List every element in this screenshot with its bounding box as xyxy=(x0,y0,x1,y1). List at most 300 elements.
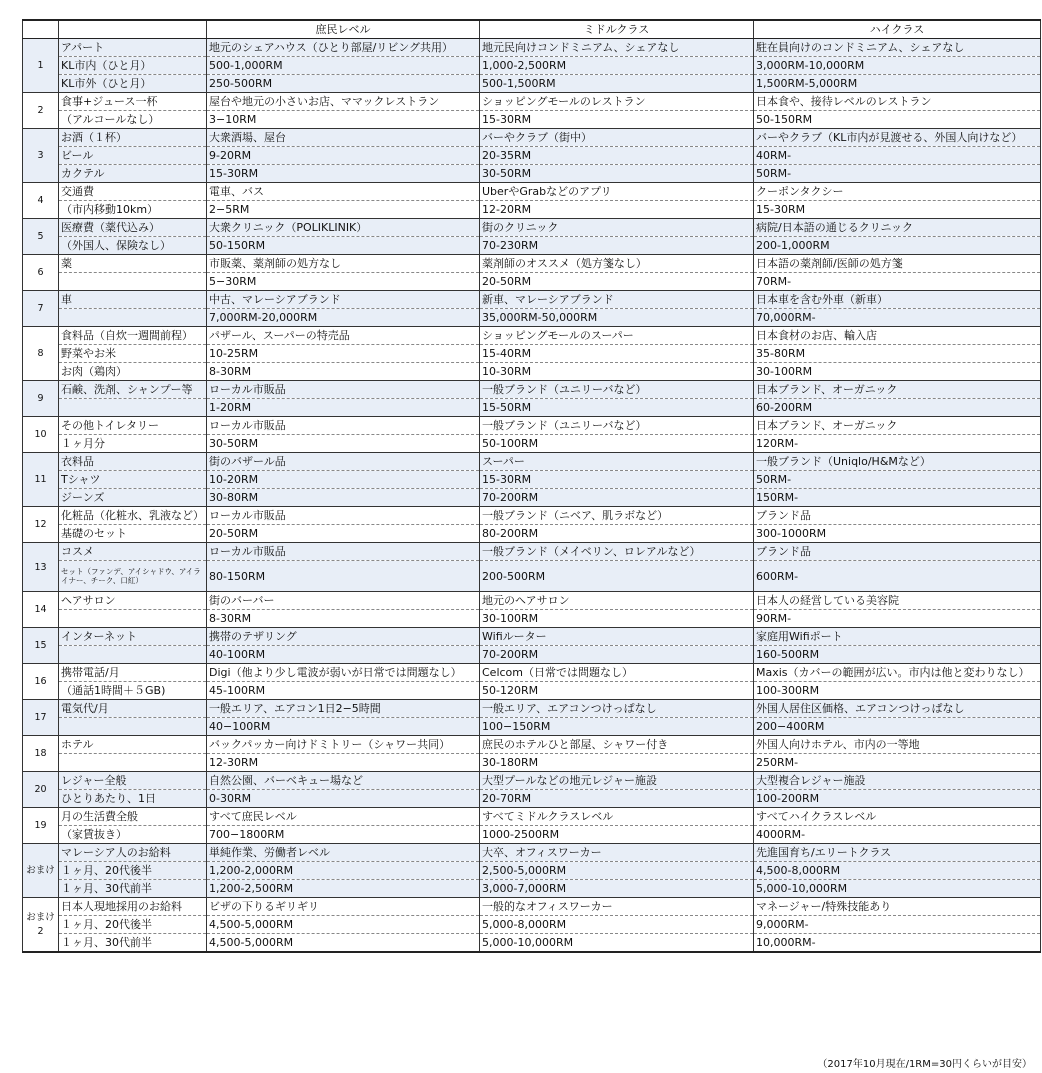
item-label: お肉（鶏肉） xyxy=(59,363,207,381)
table-row xyxy=(23,309,1041,327)
row-number: 10 xyxy=(23,417,59,453)
middle-cell: 80-200RM xyxy=(480,525,754,543)
item-label: 食事+ジュース一杯 xyxy=(59,93,207,111)
item-label: セット（ファンデ、アイシャドウ、アイライナー、チーク、口紅） xyxy=(59,561,207,592)
table-row xyxy=(23,381,1041,399)
high-cell: 駐在員向けのコンドミニアム、シェアなし xyxy=(754,39,1041,57)
row-number: 13 xyxy=(23,543,59,592)
high-cell: 外国人向けホテル、市内の一等地 xyxy=(754,736,1041,754)
row-number: 6 xyxy=(23,255,59,291)
table-row xyxy=(23,664,1041,682)
middle-cell: 200-500RM xyxy=(480,561,754,592)
middle-cell: 50-120RM xyxy=(480,682,754,700)
item-label: １ヶ月、30代前半 xyxy=(59,934,207,953)
group-17 xyxy=(23,700,1041,736)
table-row xyxy=(23,39,1041,57)
row-number: 16 xyxy=(23,664,59,700)
high-cell: 外国人居住区価格、エアコンつけっぱなし xyxy=(754,700,1041,718)
commoner-cell: 携帯のテザリング xyxy=(207,628,480,646)
middle-cell: UberやGrabなどのアプリ xyxy=(480,183,754,201)
middle-cell: 20-35RM xyxy=(480,147,754,165)
commoner-cell: 電車、バス xyxy=(207,183,480,201)
group-12 xyxy=(23,507,1041,543)
item-label: KL市外（ひと月） xyxy=(59,75,207,93)
commoner-cell: Digi（他より少し電波が弱いが日常では問題なし） xyxy=(207,664,480,682)
table-row xyxy=(23,808,1041,826)
commoner-cell: 45-100RM xyxy=(207,682,480,700)
item-label xyxy=(59,273,207,291)
middle-cell: 一般ブランド（ユニリーバなど） xyxy=(480,381,754,399)
table-row xyxy=(23,610,1041,628)
middle-cell: 70-200RM xyxy=(480,489,754,507)
table-row xyxy=(23,489,1041,507)
table-row xyxy=(23,219,1041,237)
commoner-cell: 大衆酒場、屋台 xyxy=(207,129,480,147)
commoner-cell: 8-30RM xyxy=(207,363,480,381)
cost-table-container xyxy=(22,19,1040,953)
header-row xyxy=(23,20,1041,39)
high-cell: 70,000RM- xyxy=(754,309,1041,327)
commoner-cell: 単純作業、労働者レベル xyxy=(207,844,480,862)
item-label xyxy=(59,309,207,327)
high-cell: 50RM- xyxy=(754,471,1041,489)
group-20 xyxy=(23,808,1041,844)
table-row xyxy=(23,147,1041,165)
commoner-cell: 1,200-2,500RM xyxy=(207,880,480,898)
middle-cell: ショッピングモールのスーパー xyxy=(480,327,754,345)
row-number: 2 xyxy=(23,93,59,129)
item-label: 日本人現地採用のお給料 xyxy=(59,898,207,916)
commoner-cell: 80-150RM xyxy=(207,561,480,592)
group-1 xyxy=(23,39,1041,93)
high-cell: 60-200RM xyxy=(754,399,1041,417)
middle-cell: 薬剤師のオススメ（処方箋なし） xyxy=(480,255,754,273)
high-cell: バーやクラブ（KL市内が見渡せる、外国人向けなど） xyxy=(754,129,1041,147)
middle-cell: 2,500-5,000RM xyxy=(480,862,754,880)
item-label: （通話1時間＋５GB) xyxy=(59,682,207,700)
item-label: 衣料品 xyxy=(59,453,207,471)
row-number: 5 xyxy=(23,219,59,255)
middle-cell: 20-70RM xyxy=(480,790,754,808)
row-number: 12 xyxy=(23,507,59,543)
high-cell: 200-1,000RM xyxy=(754,237,1041,255)
commoner-cell: 3−10RM xyxy=(207,111,480,129)
commoner-cell: 10-25RM xyxy=(207,345,480,363)
group-16 xyxy=(23,664,1041,700)
item-label: 車 xyxy=(59,291,207,309)
high-cell: 35-80RM xyxy=(754,345,1041,363)
commoner-cell: 自然公園、バーベキュー場など xyxy=(207,772,480,790)
table-row xyxy=(23,844,1041,862)
middle-cell: 50-100RM xyxy=(480,435,754,453)
table-row xyxy=(23,754,1041,772)
table-row xyxy=(23,327,1041,345)
high-cell: Maxis（カバーの範囲が広い。市内は他と変わりなし） xyxy=(754,664,1041,682)
item-label: その他トイレタリー xyxy=(59,417,207,435)
high-cell: 10,000RM- xyxy=(754,934,1041,953)
group-3 xyxy=(23,129,1041,183)
high-cell: 1,500RM-5,000RM xyxy=(754,75,1041,93)
commoner-cell: 50-150RM xyxy=(207,237,480,255)
item-label: １ヶ月、30代前半 xyxy=(59,880,207,898)
item-label: KL市内（ひと月） xyxy=(59,57,207,75)
middle-cell: 街のクリニック xyxy=(480,219,754,237)
commoner-cell: 250-500RM xyxy=(207,75,480,93)
table-row xyxy=(23,399,1041,417)
item-label xyxy=(59,610,207,628)
row-number: 1 xyxy=(23,39,59,93)
high-cell: 日本語の薬剤師/医師の処方箋 xyxy=(754,255,1041,273)
item-label: Tシャツ xyxy=(59,471,207,489)
group-10 xyxy=(23,417,1041,453)
high-cell: 15-30RM xyxy=(754,201,1041,219)
high-cell: 50-150RM xyxy=(754,111,1041,129)
middle-cell: 30-50RM xyxy=(480,165,754,183)
commoner-cell: 40-100RM xyxy=(207,646,480,664)
middle-cell: 15-50RM xyxy=(480,399,754,417)
middle-cell: 一般ブランド（メイベリン、ロレアルなど） xyxy=(480,543,754,561)
item-label: レジャー全般 xyxy=(59,772,207,790)
middle-cell: 15-40RM xyxy=(480,345,754,363)
middle-cell: 一般ブランド（ユニリーバなど） xyxy=(480,417,754,435)
header-num xyxy=(23,20,59,39)
item-label: マレーシア人のお給料 xyxy=(59,844,207,862)
group-13 xyxy=(23,543,1041,592)
high-cell: 3,000RM-10,000RM xyxy=(754,57,1041,75)
middle-cell: 70-230RM xyxy=(480,237,754,255)
middle-cell: すべてミドルクラスレベル xyxy=(480,808,754,826)
commoner-cell: 500-1,000RM xyxy=(207,57,480,75)
middle-cell: 一般的なオフィスワーカー xyxy=(480,898,754,916)
middle-cell: 20-50RM xyxy=(480,273,754,291)
commoner-cell: 8-30RM xyxy=(207,610,480,628)
high-cell: マネージャー/特殊技能あり xyxy=(754,898,1041,916)
row-number: 18 xyxy=(23,736,59,772)
middle-cell: 35,000RM-50,000RM xyxy=(480,309,754,327)
commoner-cell: ローカル市販品 xyxy=(207,543,480,561)
commoner-cell: 30-80RM xyxy=(207,489,480,507)
row-number: 4 xyxy=(23,183,59,219)
group-21 xyxy=(23,844,1041,898)
high-cell: ブランド品 xyxy=(754,507,1041,525)
commoner-cell: 1,200-2,000RM xyxy=(207,862,480,880)
item-label: 化粧品（化粧水、乳液など） xyxy=(59,507,207,525)
middle-cell: 30-180RM xyxy=(480,754,754,772)
table-row xyxy=(23,291,1041,309)
table-row xyxy=(23,129,1041,147)
high-cell: 70RM- xyxy=(754,273,1041,291)
commoner-cell: すべて庶民レベル xyxy=(207,808,480,826)
high-cell: クーポンタクシー xyxy=(754,183,1041,201)
commoner-cell: 40−100RM xyxy=(207,718,480,736)
row-number: おまけ2 xyxy=(23,898,59,953)
table-row xyxy=(23,363,1041,381)
high-cell: 日本車を含む外車（新車） xyxy=(754,291,1041,309)
item-label: 石鹸、洗剤、シャンプー等 xyxy=(59,381,207,399)
table-row xyxy=(23,525,1041,543)
item-label: ヘアサロン xyxy=(59,592,207,610)
row-number: 9 xyxy=(23,381,59,417)
group-19 xyxy=(23,772,1041,808)
commoner-cell: 5−30RM xyxy=(207,273,480,291)
table-row xyxy=(23,75,1041,93)
item-label: １ヶ月、20代後半 xyxy=(59,916,207,934)
group-11 xyxy=(23,453,1041,507)
table-row xyxy=(23,700,1041,718)
commoner-cell: パザール、スーパーの特売品 xyxy=(207,327,480,345)
table-row xyxy=(23,543,1041,561)
commoner-cell: 2−5RM xyxy=(207,201,480,219)
high-cell: 200−400RM xyxy=(754,718,1041,736)
high-cell: 250RM- xyxy=(754,754,1041,772)
high-cell: 一般ブランド（Uniqlo/H&Mなど） xyxy=(754,453,1041,471)
item-label: 電気代/月 xyxy=(59,700,207,718)
high-cell: 家庭用Wifiポート xyxy=(754,628,1041,646)
table-row xyxy=(23,682,1041,700)
table-row xyxy=(23,507,1041,525)
table-row xyxy=(23,93,1041,111)
middle-cell: 15-30RM xyxy=(480,111,754,129)
item-label: 薬 xyxy=(59,255,207,273)
row-number: 20 xyxy=(23,772,59,808)
row-number: 3 xyxy=(23,129,59,183)
group-2 xyxy=(23,93,1041,129)
group-8 xyxy=(23,327,1041,381)
item-label: ひとりあたり、1日 xyxy=(59,790,207,808)
cost-comparison-table xyxy=(22,19,1041,953)
item-label: お酒（１杯） xyxy=(59,129,207,147)
middle-cell: 5,000-10,000RM xyxy=(480,934,754,953)
group-18 xyxy=(23,736,1041,772)
table-row xyxy=(23,934,1041,953)
item-label xyxy=(59,399,207,417)
group-22 xyxy=(23,898,1041,953)
middle-cell: 1000-2500RM xyxy=(480,826,754,844)
high-cell: 日本人の経営している美容院 xyxy=(754,592,1041,610)
item-label: 野菜やお米 xyxy=(59,345,207,363)
row-number: 17 xyxy=(23,700,59,736)
middle-cell: 大卒、オフィスワーカー xyxy=(480,844,754,862)
middle-cell: 地元のヘアサロン xyxy=(480,592,754,610)
table-row xyxy=(23,628,1041,646)
middle-cell: 一般ブランド（ニベア、肌ラボなど） xyxy=(480,507,754,525)
high-cell: 100-200RM xyxy=(754,790,1041,808)
table-row xyxy=(23,561,1041,592)
middle-cell: スーパー xyxy=(480,453,754,471)
middle-cell: 地元民向けコンドミニアム、シェアなし xyxy=(480,39,754,57)
row-number: おまけ xyxy=(23,844,59,898)
commoner-cell: 市販薬、薬剤師の処方なし xyxy=(207,255,480,273)
group-6 xyxy=(23,255,1041,291)
middle-cell: 5,000-8,000RM xyxy=(480,916,754,934)
table-row xyxy=(23,862,1041,880)
item-label: 食料品（自炊一週間前程） xyxy=(59,327,207,345)
table-row xyxy=(23,273,1041,291)
item-label: １ヶ月分 xyxy=(59,435,207,453)
middle-cell: ショッピングモールのレストラン xyxy=(480,93,754,111)
high-cell: 病院/日本語の通じるクリニック xyxy=(754,219,1041,237)
item-label: （市内移動10km） xyxy=(59,201,207,219)
high-cell: すべてハイクラスレベル xyxy=(754,808,1041,826)
item-label: （家賃抜き） xyxy=(59,826,207,844)
high-cell: 40RM- xyxy=(754,147,1041,165)
commoner-cell: ローカル市販品 xyxy=(207,381,480,399)
high-cell: 300-1000RM xyxy=(754,525,1041,543)
row-number: 14 xyxy=(23,592,59,628)
middle-cell: 100−150RM xyxy=(480,718,754,736)
middle-cell: バーやクラブ（街中） xyxy=(480,129,754,147)
table-row xyxy=(23,201,1041,219)
table-row xyxy=(23,237,1041,255)
commoner-cell: 大衆クリニック（POLIKLINIK） xyxy=(207,219,480,237)
commoner-cell: 9-20RM xyxy=(207,147,480,165)
commoner-cell: 中古、マレーシアブランド xyxy=(207,291,480,309)
high-cell: 30-100RM xyxy=(754,363,1041,381)
table-row xyxy=(23,736,1041,754)
high-cell: 100-300RM xyxy=(754,682,1041,700)
item-label: カクテル xyxy=(59,165,207,183)
item-label xyxy=(59,718,207,736)
commoner-cell: 一般エリア、エアコン1日2−5時間 xyxy=(207,700,480,718)
high-cell: 160-500RM xyxy=(754,646,1041,664)
table-row xyxy=(23,345,1041,363)
item-label: コスメ xyxy=(59,543,207,561)
row-number: 19 xyxy=(23,808,59,844)
middle-cell: Celcom（日常では問題なし） xyxy=(480,664,754,682)
commoner-cell: 7,000RM-20,000RM xyxy=(207,309,480,327)
middle-cell: 庶民のホテルひと部屋、シャワー付き xyxy=(480,736,754,754)
middle-cell: 500-1,500RM xyxy=(480,75,754,93)
header-commoner-level: 庶民レベル xyxy=(207,20,480,39)
middle-cell: 10-30RM xyxy=(480,363,754,381)
group-9 xyxy=(23,381,1041,417)
middle-cell: 3,000-7,000RM xyxy=(480,880,754,898)
commoner-cell: 0-30RM xyxy=(207,790,480,808)
item-label: （外国人、保険なし） xyxy=(59,237,207,255)
commoner-cell: 4,500-5,000RM xyxy=(207,934,480,953)
table-row xyxy=(23,898,1041,916)
middle-cell: 15-30RM xyxy=(480,471,754,489)
high-cell: 日本食材のお店、輸入店 xyxy=(754,327,1041,345)
commoner-cell: 1-20RM xyxy=(207,399,480,417)
high-cell: 9,000RM- xyxy=(754,916,1041,934)
commoner-cell: 20-50RM xyxy=(207,525,480,543)
item-label: （アルコールなし） xyxy=(59,111,207,129)
table-row xyxy=(23,916,1041,934)
middle-cell: 12-20RM xyxy=(480,201,754,219)
high-cell: 大型複合レジャー施設 xyxy=(754,772,1041,790)
item-label: ジーンズ xyxy=(59,489,207,507)
commoner-cell: 街のバザール品 xyxy=(207,453,480,471)
table-row xyxy=(23,471,1041,489)
table-row xyxy=(23,826,1041,844)
middle-cell: 大型プールなどの地元レジャー施設 xyxy=(480,772,754,790)
item-label: １ヶ月、20代後半 xyxy=(59,862,207,880)
middle-cell: 新車、マレーシアブランド xyxy=(480,291,754,309)
commoner-cell: 10-20RM xyxy=(207,471,480,489)
item-label: インターネット xyxy=(59,628,207,646)
header-item xyxy=(59,20,207,39)
table-row xyxy=(23,183,1041,201)
commoner-cell: ローカル市販品 xyxy=(207,417,480,435)
commoner-cell: ローカル市販品 xyxy=(207,507,480,525)
high-cell: 日本ブランド、オーガニック xyxy=(754,381,1041,399)
commoner-cell: 15-30RM xyxy=(207,165,480,183)
group-14 xyxy=(23,592,1041,628)
table-row xyxy=(23,790,1041,808)
high-cell: 150RM- xyxy=(754,489,1041,507)
commoner-cell: 街のバーバー xyxy=(207,592,480,610)
row-number: 11 xyxy=(23,453,59,507)
high-cell: 日本ブランド、オーガニック xyxy=(754,417,1041,435)
item-label xyxy=(59,754,207,772)
high-cell: 90RM- xyxy=(754,610,1041,628)
high-cell: 先進国育ち/エリートクラス xyxy=(754,844,1041,862)
group-4 xyxy=(23,183,1041,219)
item-label: ビール xyxy=(59,147,207,165)
high-cell: 50RM- xyxy=(754,165,1041,183)
item-label: 月の生活費全般 xyxy=(59,808,207,826)
high-cell: 600RM- xyxy=(754,561,1041,592)
row-number: 8 xyxy=(23,327,59,381)
commoner-cell: 700−1800RM xyxy=(207,826,480,844)
high-cell: 120RM- xyxy=(754,435,1041,453)
table-row xyxy=(23,592,1041,610)
item-label: 交通費 xyxy=(59,183,207,201)
item-label: 携帯電話/月 xyxy=(59,664,207,682)
high-cell: 4,500-8,000RM xyxy=(754,862,1041,880)
commoner-cell: 地元のシェアハウス（ひとり部屋/リビング共用） xyxy=(207,39,480,57)
row-number: 15 xyxy=(23,628,59,664)
commoner-cell: 屋台や地元の小さいお店、ママックレストラン xyxy=(207,93,480,111)
item-label xyxy=(59,646,207,664)
high-cell: 5,000-10,000RM xyxy=(754,880,1041,898)
table-row xyxy=(23,111,1041,129)
commoner-cell: 12-30RM xyxy=(207,754,480,772)
table-row xyxy=(23,57,1041,75)
middle-cell: Wifiルーター xyxy=(480,628,754,646)
table-row xyxy=(23,646,1041,664)
commoner-cell: バックパッカー向けドミトリー（シャワー共同） xyxy=(207,736,480,754)
table-row xyxy=(23,165,1041,183)
table-row xyxy=(23,255,1041,273)
header-middle-class: ミドルクラス xyxy=(480,20,754,39)
item-label: 基礎のセット xyxy=(59,525,207,543)
table-row xyxy=(23,772,1041,790)
table-row xyxy=(23,417,1041,435)
footnote: （2017年10月現在/1RM=30円くらいが目安） xyxy=(817,1059,1032,1070)
middle-cell: 一般エリア、エアコンつけっぱなし xyxy=(480,700,754,718)
item-label: アパート xyxy=(59,39,207,57)
middle-cell: 30-100RM xyxy=(480,610,754,628)
table-row xyxy=(23,435,1041,453)
item-label: 医療費（薬代込み） xyxy=(59,219,207,237)
high-cell: ブランド品 xyxy=(754,543,1041,561)
high-cell: 日本食や、接待レベルのレストラン xyxy=(754,93,1041,111)
row-number: 7 xyxy=(23,291,59,327)
group-15 xyxy=(23,628,1041,664)
middle-cell: 1,000-2,500RM xyxy=(480,57,754,75)
table-row xyxy=(23,718,1041,736)
group-7 xyxy=(23,291,1041,327)
high-cell: 4000RM- xyxy=(754,826,1041,844)
commoner-cell: 30-50RM xyxy=(207,435,480,453)
commoner-cell: 4,500-5,000RM xyxy=(207,916,480,934)
middle-cell: 70-200RM xyxy=(480,646,754,664)
group-5 xyxy=(23,219,1041,255)
header-high-class: ハイクラス xyxy=(754,20,1041,39)
table-row xyxy=(23,453,1041,471)
